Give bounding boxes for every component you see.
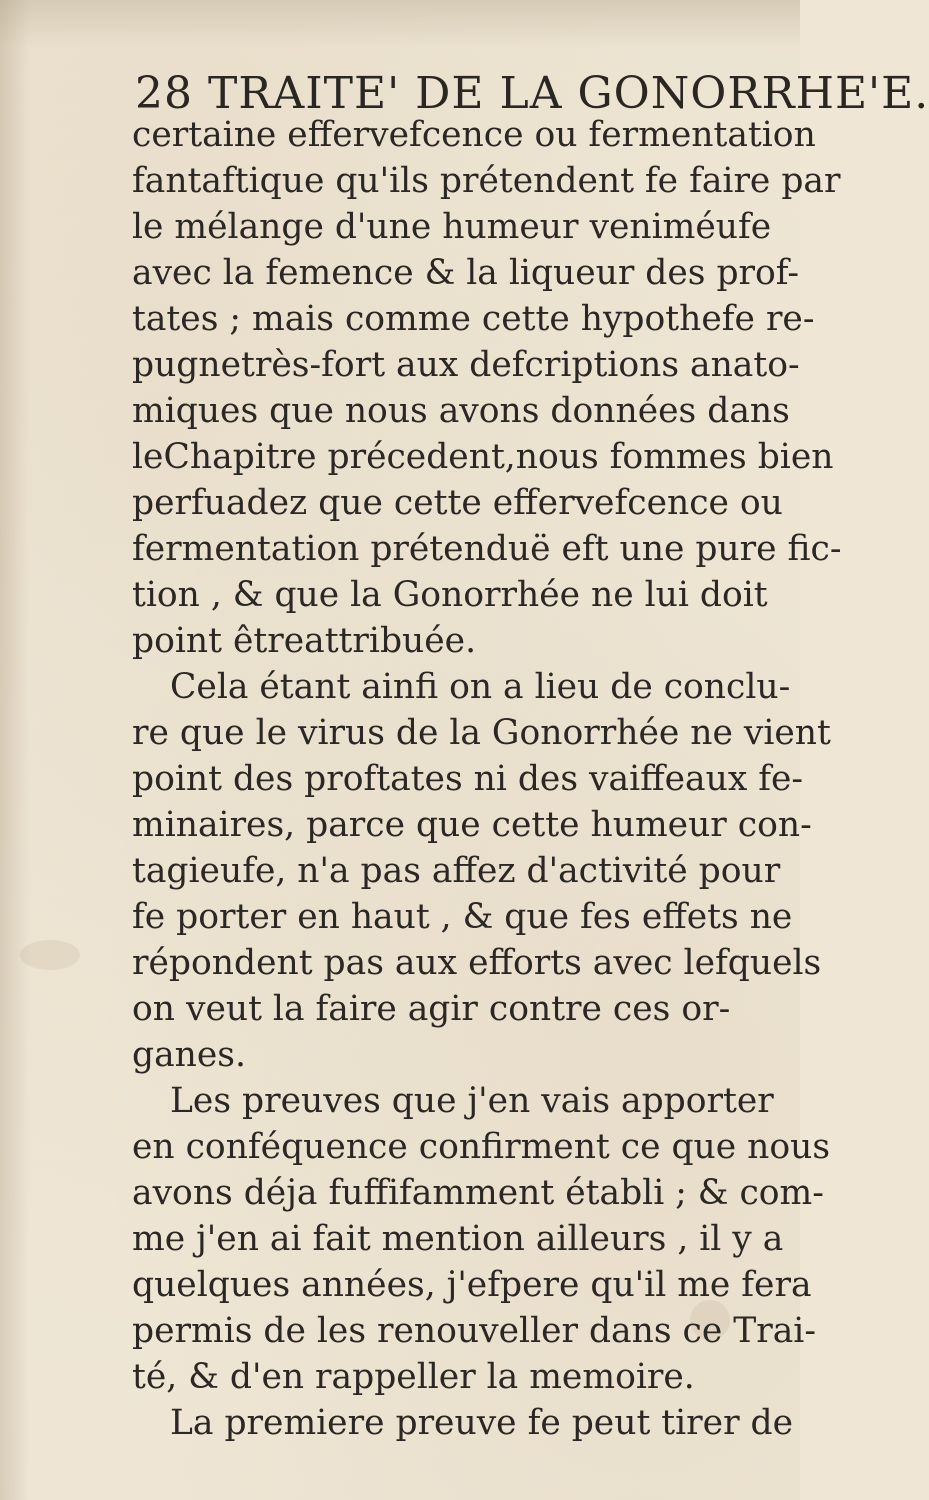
text-line: en conféquence confirment ce que nous — [132, 1127, 831, 1167]
text-line: quelques années, j'efpere qu'il me fera — [132, 1265, 812, 1305]
text-line: La premiere preuve fe peut tirer de — [170, 1403, 794, 1443]
text-line: me j'en ai fait mention ailleurs , il y a — [132, 1219, 784, 1259]
text-line: permis de les renouveller dans ce Trai- — [132, 1311, 816, 1351]
text-line: avons déja fuffifamment établi ; & com- — [132, 1173, 824, 1213]
text-line: miques que nous avons données dans — [132, 391, 790, 431]
text-line: Cela étant ainfi on a lieu de conclu- — [170, 667, 791, 707]
text-line: fantaftique qu'ils prétendent fe faire par — [132, 161, 841, 201]
text-line: avec la femence & la liqueur des prof- — [132, 253, 800, 293]
running-header: 28 TRAITE' DE LA GONORRHE'E. — [135, 68, 929, 119]
text-line: pugnetrès-fort aux defcriptions anato- — [132, 345, 800, 385]
text-line: té, & d'en rappeller la memoire. — [132, 1357, 695, 1397]
body-text — [132, 112, 842, 1446]
page-gutter-shadow — [0, 0, 30, 1500]
text-line: Les preuves que j'en vais apporter — [170, 1081, 774, 1121]
text-line: le mélange d'une humeur veniméufe — [132, 207, 772, 247]
text-line: tates ; mais comme cette hypothefe re- — [132, 299, 815, 339]
text-line: point des proftates ni des vaiffeaux fe- — [132, 759, 804, 799]
page-top-edge — [0, 0, 800, 48]
text-line: certaine effervefcence ou fermentation — [132, 115, 816, 155]
text-line: ganes. — [132, 1035, 246, 1075]
text-line: leChapitre précedent,nous fommes bien — [132, 437, 834, 477]
text-line: point êtreattribuée. — [132, 621, 477, 661]
text-line: tion , & que la Gonorrhée ne lui doit — [132, 575, 768, 615]
paper-stain — [20, 940, 80, 970]
text-line: fe porter en haut , & que fes effets ne — [132, 897, 793, 937]
text-line: minaires, parce que cette humeur con- — [132, 805, 812, 845]
text-line: re que le virus de la Gonorrhée ne vient — [132, 713, 831, 753]
text-line: fermentation prétenduë eft une pure fic- — [132, 529, 842, 569]
text-line: perfuadez que cette effervefcence ou — [132, 483, 783, 523]
text-line: répondent pas aux efforts avec lefquels — [132, 943, 822, 983]
text-line: tagieufe, n'a pas affez d'activité pour — [132, 851, 781, 891]
text-line: on veut la faire agir contre ces or- — [132, 989, 731, 1029]
